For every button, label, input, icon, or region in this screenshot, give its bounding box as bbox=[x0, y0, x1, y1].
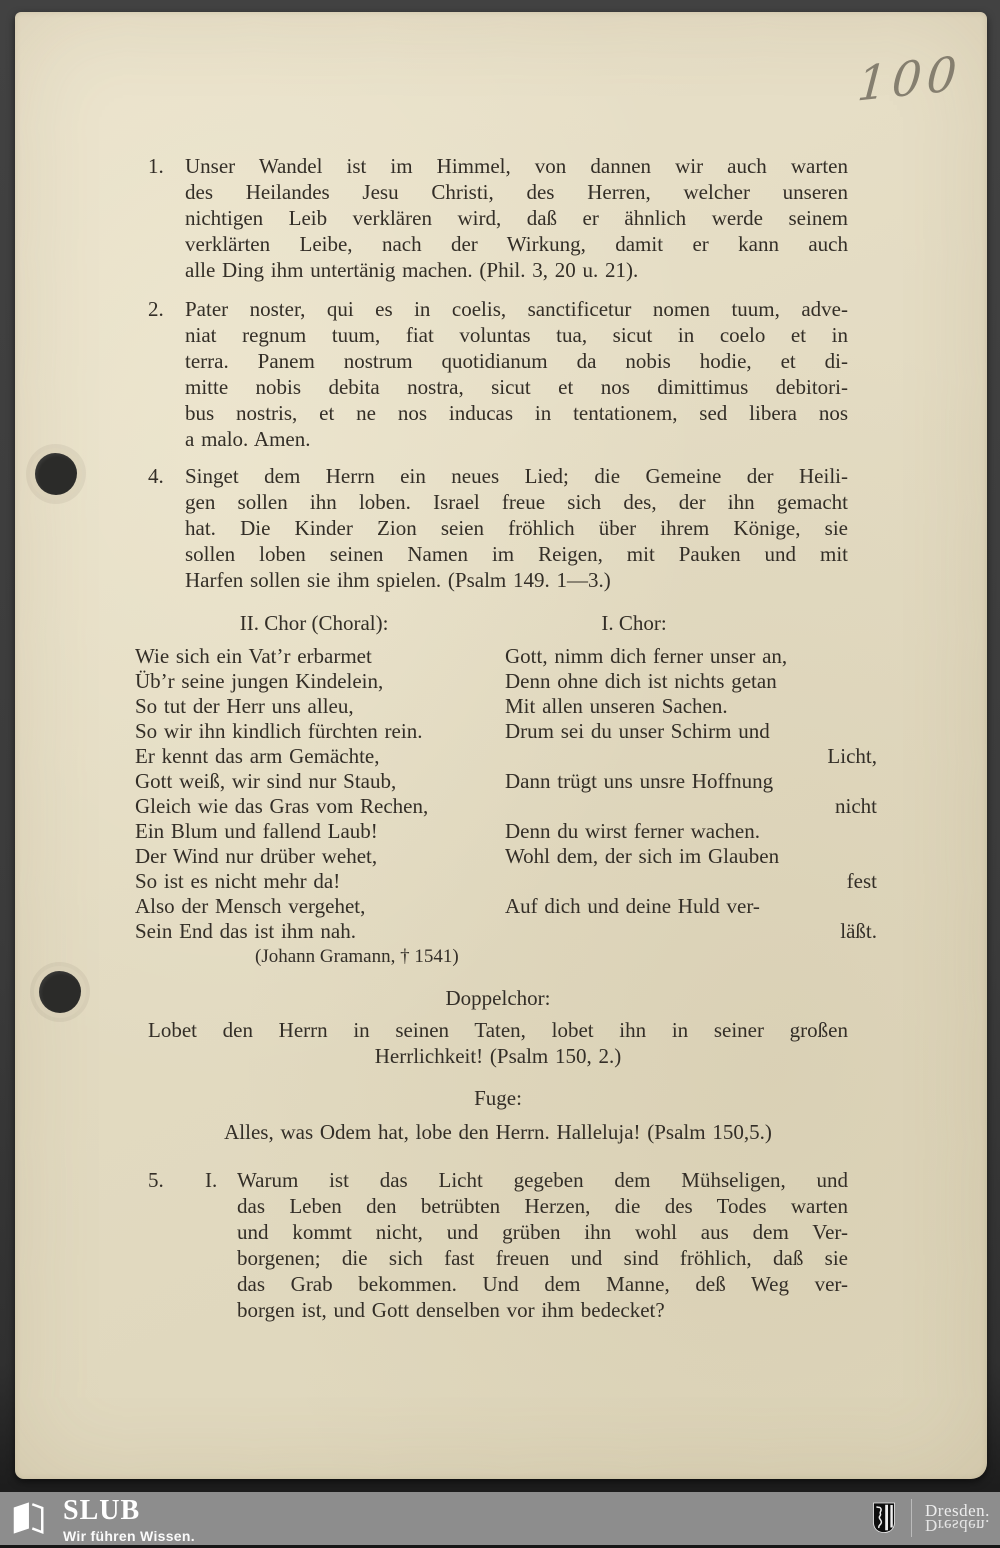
text-line: Drum sei du unser Schirm und bbox=[505, 719, 770, 743]
text-line: Auf dich und deine Huld ver- bbox=[505, 894, 760, 918]
sub-section bbox=[205, 1167, 848, 1323]
text-line: Harfen sollen sie ihm spielen. (Psalm 149. 1—3.) bbox=[185, 568, 611, 592]
text-line: borgenen; die sich fast freuen und sind fröhlich, daß sie bbox=[237, 1246, 848, 1270]
text-line: a malo. Amen. bbox=[185, 427, 311, 451]
centered-section bbox=[148, 1085, 848, 1145]
dresden-logo bbox=[872, 1499, 990, 1537]
section-number: 1. bbox=[148, 154, 164, 178]
numbered-section bbox=[148, 463, 848, 593]
text-line: Singet dem Herrn ein neues Lied; die Gemeine der Heili- bbox=[185, 464, 848, 488]
dresden-wordmark: Dresden. bbox=[925, 1501, 990, 1520]
sub-section-number: I. bbox=[205, 1168, 218, 1192]
text-line: verklärten Leibe, nach der Wirkung, damit er kann auch bbox=[185, 232, 848, 256]
attribution-line: (Johann Gramann, † 1541) bbox=[255, 946, 459, 967]
numbered-section bbox=[148, 153, 848, 283]
text-line: So ist es nicht mehr da! bbox=[135, 869, 341, 893]
text-line: des Heilandes Jesu Christi, des Herren, welcher unseren bbox=[185, 180, 848, 204]
text-line: Der Wind nur drüber wehet, bbox=[135, 844, 378, 868]
columns bbox=[135, 644, 877, 969]
text-line: Mit allen unseren Sachen. bbox=[505, 694, 728, 718]
section-number: 2. bbox=[148, 297, 164, 321]
section-heading: Fuge: bbox=[474, 1086, 522, 1110]
text-line: Warum ist das Licht gegeben dem Mühseligen, und bbox=[237, 1168, 848, 1192]
text-line: Licht, bbox=[827, 744, 877, 768]
text-line: das Grab bekommen. Und dem Manne, deß Weg ver- bbox=[237, 1272, 848, 1296]
text-line: nicht bbox=[835, 794, 877, 818]
hole-punch-bottom bbox=[39, 971, 81, 1013]
section-number: 5. bbox=[148, 1168, 164, 1192]
text-line: Wie sich ein Vat’r erbarmet bbox=[135, 644, 372, 668]
footer-divider bbox=[911, 1499, 912, 1537]
sub-section-body bbox=[237, 1167, 848, 1323]
text-line: Alles, was Odem hat, lobe den Herrn. Halleluja! (Psalm 150,5.) bbox=[224, 1120, 772, 1144]
choir-columns-section bbox=[135, 610, 877, 969]
text-line: Herrlichkeit! (Psalm 150, 2.) bbox=[374, 1044, 622, 1068]
section-body bbox=[185, 153, 848, 283]
text-line: Dann trügt uns unsre Hoffnung bbox=[505, 769, 774, 793]
left-column-heading: II. Chor (Choral): bbox=[239, 611, 389, 635]
text-line: Denn du wirst ferner wachen. bbox=[505, 819, 760, 843]
dresden-coat-of-arms-icon bbox=[872, 1502, 896, 1534]
section-body bbox=[185, 463, 848, 593]
column-headings bbox=[135, 610, 848, 636]
right-column-heading: I. Chor: bbox=[601, 611, 667, 635]
text-line: läßt. bbox=[840, 919, 877, 943]
text-line: Denn ohne dich ist nichts getan bbox=[505, 669, 777, 693]
left-column bbox=[135, 644, 480, 969]
text-line: So tut der Herr uns alleu, bbox=[135, 694, 354, 718]
text-line: alle Ding ihm untertänig machen. (Phil. 3, 20 u. 21). bbox=[185, 258, 639, 282]
text-line: das Leben den betrübten Herzen, die des Todes warten bbox=[237, 1194, 848, 1218]
hole-punch-top bbox=[35, 453, 77, 495]
section-number: 4. bbox=[148, 464, 164, 488]
scanned-page bbox=[15, 12, 987, 1479]
text-line: Er kennt das arm Gemächte, bbox=[135, 744, 380, 768]
text-line: niat regnum tuum, fiat voluntas tua, sicut in coelo et in bbox=[185, 323, 848, 347]
handwritten-page-number: 100 bbox=[855, 46, 964, 113]
text-line: mitte nobis debita nostra, sicut et nos dimittimus debitori- bbox=[185, 375, 848, 399]
slub-wordmark: SLUB bbox=[63, 1495, 141, 1526]
text-line: Also der Mensch vergehet, bbox=[135, 894, 366, 918]
dresden-text-block bbox=[925, 1503, 990, 1533]
numbered-section bbox=[148, 296, 848, 452]
page-content bbox=[135, 153, 877, 1336]
text-line: Üb’r seine jungen Kindelein, bbox=[135, 669, 384, 693]
text-line: hat. Die Kinder Zion seien fröhlich über ihrem Könige, sie bbox=[185, 516, 848, 540]
slub-book-icon bbox=[10, 1499, 46, 1537]
text-line: borgen ist, und Gott denselben vor ihm bedecket? bbox=[237, 1298, 665, 1322]
slub-slogan: Wir führen Wissen. bbox=[63, 1528, 195, 1544]
centered-section bbox=[148, 985, 848, 1069]
text-line: terra. Panem nostrum quotidianum da nobis hodie, et di- bbox=[185, 349, 848, 373]
text-line: Lobet den Herrn in seinen Taten, lobet ihn in seiner großen bbox=[148, 1018, 848, 1042]
text-line: Sein End das ist ihm nah. bbox=[135, 919, 356, 943]
slub-text-block bbox=[63, 1497, 195, 1544]
numbered-section bbox=[148, 1167, 848, 1323]
text-line: sollen loben seinen Namen im Reigen, mit Pauken und mit bbox=[185, 542, 848, 566]
footer-bar bbox=[0, 1492, 1000, 1548]
text-line: Wohl dem, der sich im Glauben bbox=[505, 844, 780, 868]
text-line: Gott weiß, wir sind nur Staub, bbox=[135, 769, 397, 793]
text-line: fest bbox=[846, 869, 877, 893]
text-line: Pater noster, qui es in coelis, sanctificetur nomen tuum, adve- bbox=[185, 297, 848, 321]
text-line: und kommt nicht, und grüben ihn wohl aus dem Ver- bbox=[237, 1220, 848, 1244]
text-line: Ein Blum und fallend Laub! bbox=[135, 819, 378, 843]
text-line: Gott, nimm dich ferner unser an, bbox=[505, 644, 788, 668]
text-line: nichtigen Leib verklären wird, daß er ähnlich werde seinem bbox=[185, 206, 848, 230]
text-line: Unser Wandel ist im Himmel, von dannen wir auch warten bbox=[185, 154, 848, 178]
section-body bbox=[205, 1167, 848, 1323]
section-body bbox=[185, 296, 848, 452]
section-heading: Doppelchor: bbox=[445, 986, 551, 1010]
dresden-wordmark-mirrored: Dresden. bbox=[925, 1516, 990, 1535]
right-column bbox=[505, 644, 877, 969]
slub-logo bbox=[10, 1497, 195, 1544]
text-line: So wir ihn kindlich fürchten rein. bbox=[135, 719, 423, 743]
text-line: Gleich wie das Gras vom Rechen, bbox=[135, 794, 429, 818]
text-line: gen sollen ihn loben. Israel freue sich des, der ihn gemacht bbox=[185, 490, 848, 514]
text-line: bus nostris, et ne nos inducas in tentationem, sed libera nos bbox=[185, 401, 848, 425]
